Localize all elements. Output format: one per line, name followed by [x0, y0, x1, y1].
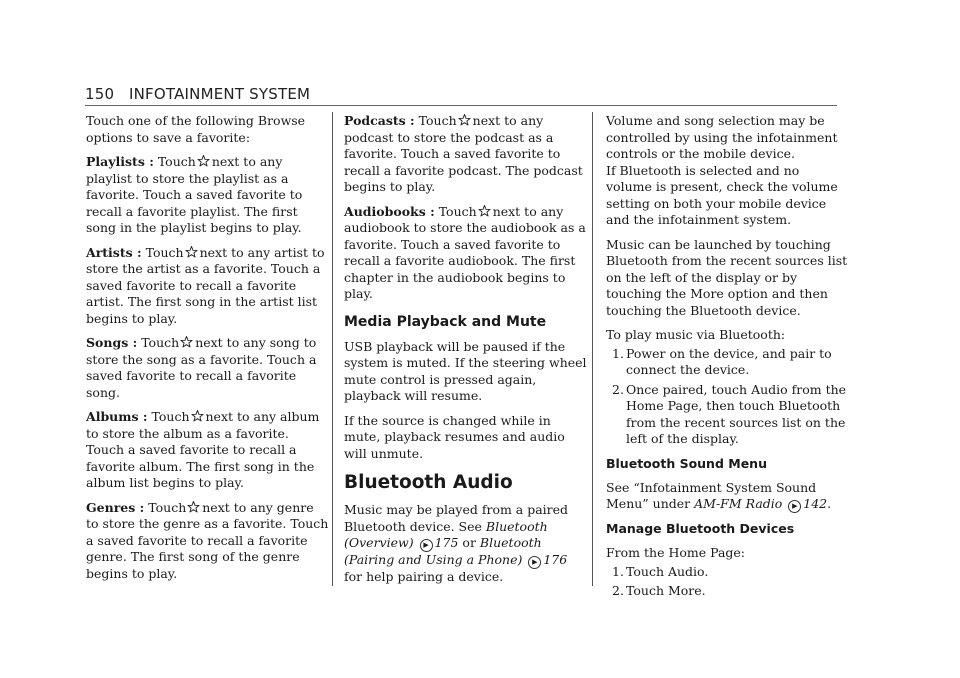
- star-outline-icon[interactable]: [190, 409, 205, 423]
- intro-paragraph: Touch one of the following Browse options to save a favorite:: [86, 113, 306, 145]
- column-2: [344, 113, 587, 594]
- option-description: next to any genre to store the genre as a favorite. Touch a saved favorite to recall a favorite genre. The first song of the genre begins to play.: [86, 499, 329, 581]
- am-fm-radio-link[interactable]: AM-FM Radio: [694, 496, 783, 511]
- step-item: [606, 346, 849, 379]
- page-reference-arrow-icon: ▶: [788, 500, 801, 513]
- favorite-options-list: [344, 113, 587, 303]
- column-1: [86, 113, 329, 590]
- bluetooth-pairing-link[interactable]: Bluetooth (Pairing and Using a Phone): [344, 535, 542, 567]
- step-item: [606, 382, 849, 448]
- option-touch-text: Touch: [438, 203, 477, 219]
- no-volume-paragraph: If Bluetooth is selected and no volume is present, check the volume setting on both your mobile device and the infotainment system.: [606, 162, 838, 227]
- favorite-option-item: [86, 245, 329, 328]
- option-touch-text: Touch: [145, 244, 184, 260]
- manage-steps-list: [606, 564, 849, 600]
- option-term: Podcasts :: [344, 113, 415, 128]
- manage-bluetooth-devices-heading: Manage Bluetooth Devices: [606, 521, 795, 536]
- bluetooth-overview-link[interactable]: Bluetooth (Overview): [344, 518, 548, 550]
- column-divider: [332, 112, 333, 586]
- option-description: next to any artist to store the artist as a favorite. Touch a saved favorite to recall a favorite artist. The first song in the artist list begins to play.: [86, 244, 325, 326]
- option-term: Artists :: [86, 244, 142, 260]
- favorite-option-item: [344, 113, 587, 196]
- bluetooth-audio-paragraph: [344, 502, 587, 586]
- option-term: Albums :: [86, 409, 148, 424]
- bluetooth-audio-heading: Bluetooth Audio: [344, 472, 513, 493]
- option-description: next to any audiobook to store the audiobook as a favorite. Touch a saved favorite to recall a favorite audiobook. The first chapter in the audiobook begins to play.: [344, 203, 586, 301]
- play-via-bluetooth-intro: To play music via Bluetooth:: [606, 327, 786, 342]
- sound-menu-text: See “Infotainment System Sound Menu” under: [606, 479, 817, 511]
- bluetooth-intro-text: Music may be played from a paired Bluetooth device. See: [344, 502, 569, 534]
- option-touch-text: Touch: [151, 409, 190, 424]
- page-reference-arrow-icon: ▶: [420, 539, 433, 552]
- option-description: next to any playlist to store the playlist as a favorite. Touch a saved favorite to recall a favorite playlist. The first song in the playlist begins to play.: [86, 154, 303, 235]
- step-item: [606, 564, 849, 581]
- launch-music-paragraph: Music can be launched by touching Bluetooth from the recent sources list on the left of the display or by touching the More option and then touching the Bluetooth device.: [606, 236, 848, 318]
- media-playback-heading: Media Playback and Mute: [344, 313, 547, 330]
- column-3: [606, 113, 849, 608]
- option-term: Genres :: [86, 499, 145, 515]
- page-header: [85, 84, 837, 106]
- step-text: Once paired, touch Audio from the Home Page, then touch Bluetooth from the recent sources list on the left of the display.: [626, 381, 847, 446]
- step-number: 2.: [612, 583, 624, 598]
- media-paragraph: USB playback will be paused if the system is muted. If the steering wheel mute control is pressed again, playback will resume.: [344, 338, 587, 403]
- favorite-option-item: [86, 409, 329, 492]
- bluetooth-overview-page[interactable]: 175: [434, 535, 459, 550]
- am-fm-radio-page[interactable]: 142: [803, 496, 828, 511]
- star-outline-icon[interactable]: [184, 245, 199, 259]
- sound-menu-paragraph: [606, 480, 849, 514]
- favorite-option-item: [86, 154, 329, 237]
- volume-paragraph: Volume and song selection may be controlled by using the infotainment controls or the mobile device.: [606, 113, 838, 161]
- star-outline-icon[interactable]: [186, 500, 201, 514]
- bluetooth-sound-menu-heading: Bluetooth Sound Menu: [606, 455, 767, 471]
- header-rule: [85, 105, 837, 106]
- option-term: Audiobooks :: [344, 203, 435, 219]
- option-touch-text: Touch: [141, 335, 180, 350]
- step-text: Touch Audio.: [626, 563, 709, 579]
- option-description: next to any album to store the album as a favorite. Touch a saved favorite to recall a favorite album. The first song in the album list begins to play.: [86, 409, 320, 490]
- section-title: INFOTAINMENT SYSTEM: [129, 85, 311, 103]
- bluetooth-pairing-page[interactable]: 176: [543, 552, 568, 567]
- page-reference-arrow-icon: ▶: [528, 556, 541, 569]
- favorite-option-item: [86, 335, 329, 401]
- bluetooth-outro-text: for help pairing a device.: [344, 569, 504, 584]
- step-text: Power on the device, and pair to connect the device.: [626, 345, 832, 377]
- option-term: Songs :: [86, 335, 138, 350]
- step-number: 1.: [612, 345, 624, 361]
- step-item: [606, 583, 849, 600]
- step-number: 1.: [612, 563, 624, 579]
- bluetooth-steps-list: [606, 346, 849, 448]
- favorite-options-list: [86, 154, 329, 582]
- media-paragraph: If the source is changed while in mute, playback resumes and audio will unmute.: [344, 412, 565, 461]
- option-description: next to any podcast to store the podcast as a favorite. Touch a saved favorite to recall a favorite podcast. The podcast begins to play.: [344, 113, 583, 194]
- star-outline-icon[interactable]: [179, 335, 194, 349]
- step-number: 2.: [612, 381, 624, 397]
- home-page-paragraph: From the Home Page:: [606, 545, 746, 560]
- star-outline-icon[interactable]: [477, 204, 492, 218]
- star-outline-icon[interactable]: [196, 154, 211, 168]
- option-touch-text: Touch: [148, 499, 187, 515]
- favorite-option-item: [86, 500, 329, 583]
- option-touch-text: Touch: [157, 154, 196, 169]
- option-term: Playlists :: [86, 154, 154, 169]
- step-text: Touch More.: [626, 583, 706, 598]
- period: .: [827, 496, 832, 511]
- option-description: next to any song to store the song as a favorite. Touch a saved favorite to recall a favorite song.: [86, 335, 317, 400]
- star-outline-icon[interactable]: [457, 113, 472, 127]
- page-number: 150: [85, 85, 115, 103]
- option-touch-text: Touch: [418, 113, 457, 128]
- or-text: or: [462, 535, 476, 550]
- favorite-option-item: [344, 204, 587, 303]
- column-divider: [592, 112, 593, 586]
